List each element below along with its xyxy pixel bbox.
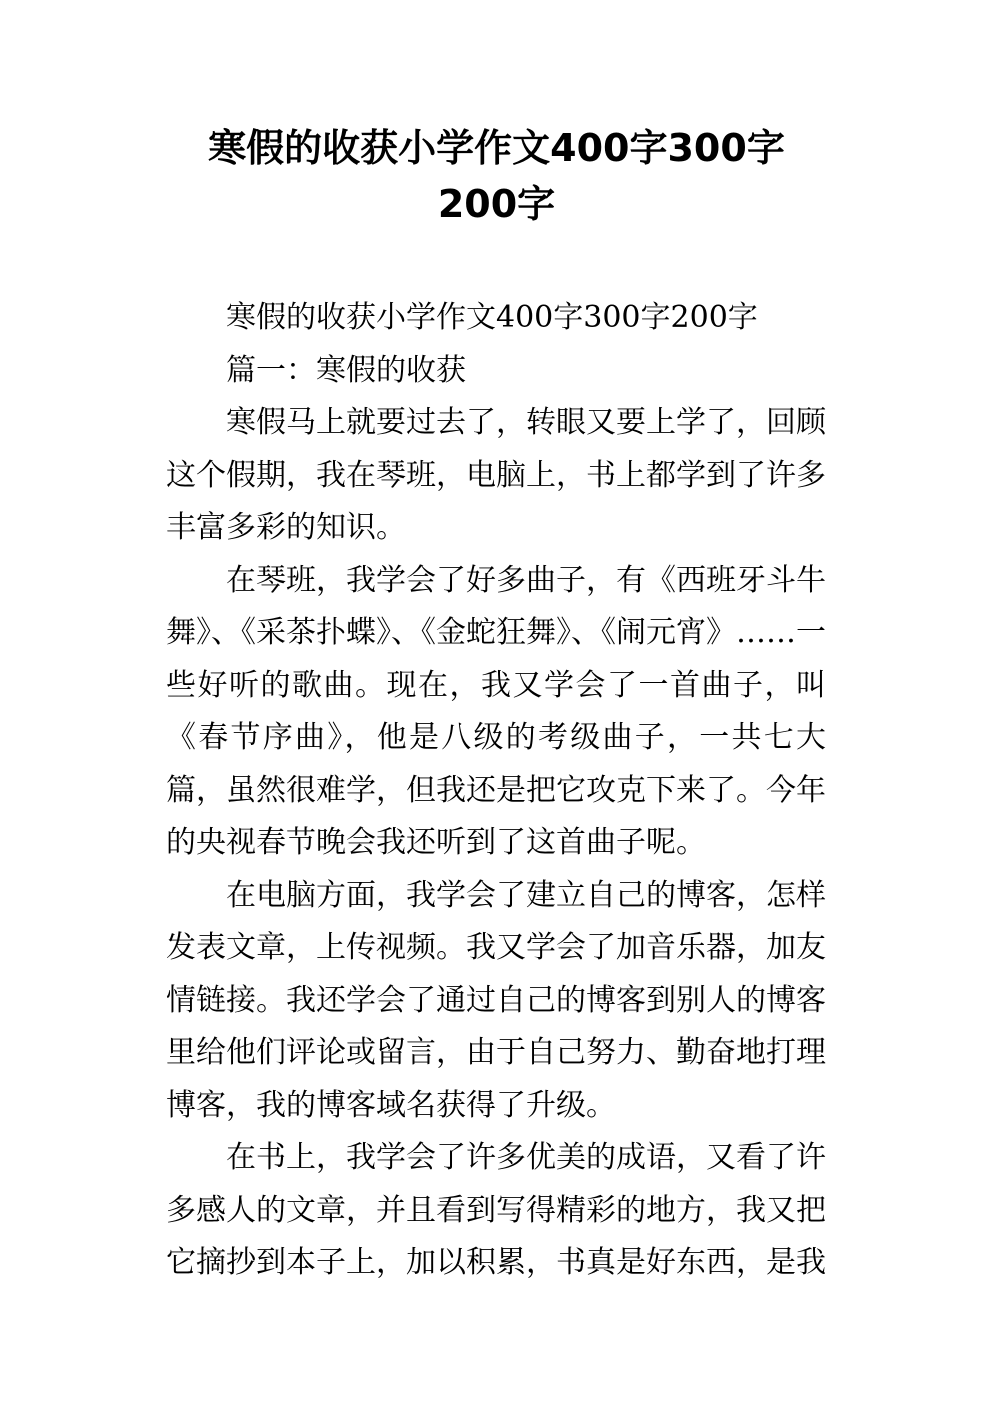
paragraph: 在书上，我学会了许多优美的成语，又看了许多感人的文章，并且看到写得精彩的地方，我又把它摘抄到本子上，加以积累，书真是好东西，是我: [166, 1140, 826, 1280]
paragraph-section-heading: 篇一：寒假的收获: [226, 352, 466, 388]
title-line-2: 200字: [437, 182, 556, 226]
paragraph: 寒假马上就要过去了，转眼又要上学了，回顾这个假期，我在琴班，电脑上，书上都学到了许多丰富多彩的知识。: [166, 405, 826, 545]
title-line-1: 寒假的收获小学作文400字300字: [208, 126, 785, 170]
document-body: [166, 292, 826, 1290]
paragraph-subtitle: 寒假的收获小学作文400字300字200字: [226, 300, 758, 335]
document-title: [120, 120, 873, 232]
paragraph: 在琴班，我学会了好多曲子，有《西班牙斗牛舞》、《采茶扑蝶》、《金蛇狂舞》、《闹元宵》……一些好听的歌曲。现在，我又学会了一首曲子，叫《春节序曲》，他是八级的考级曲子，一共七大篇，虽然很难学，但我还是把它攻克下来了。今年的央视春节晚会我还听到了这首曲子呢。: [166, 562, 826, 860]
paragraph: 在电脑方面，我学会了建立自己的博客，怎样发表文章，上传视频。我又学会了加音乐器，加友情链接。我还学会了通过自己的博客到别人的博客里给他们评论或留言，由于自己努力、勤奋地打理博客，我的博客域名获得了升级。: [166, 877, 826, 1123]
